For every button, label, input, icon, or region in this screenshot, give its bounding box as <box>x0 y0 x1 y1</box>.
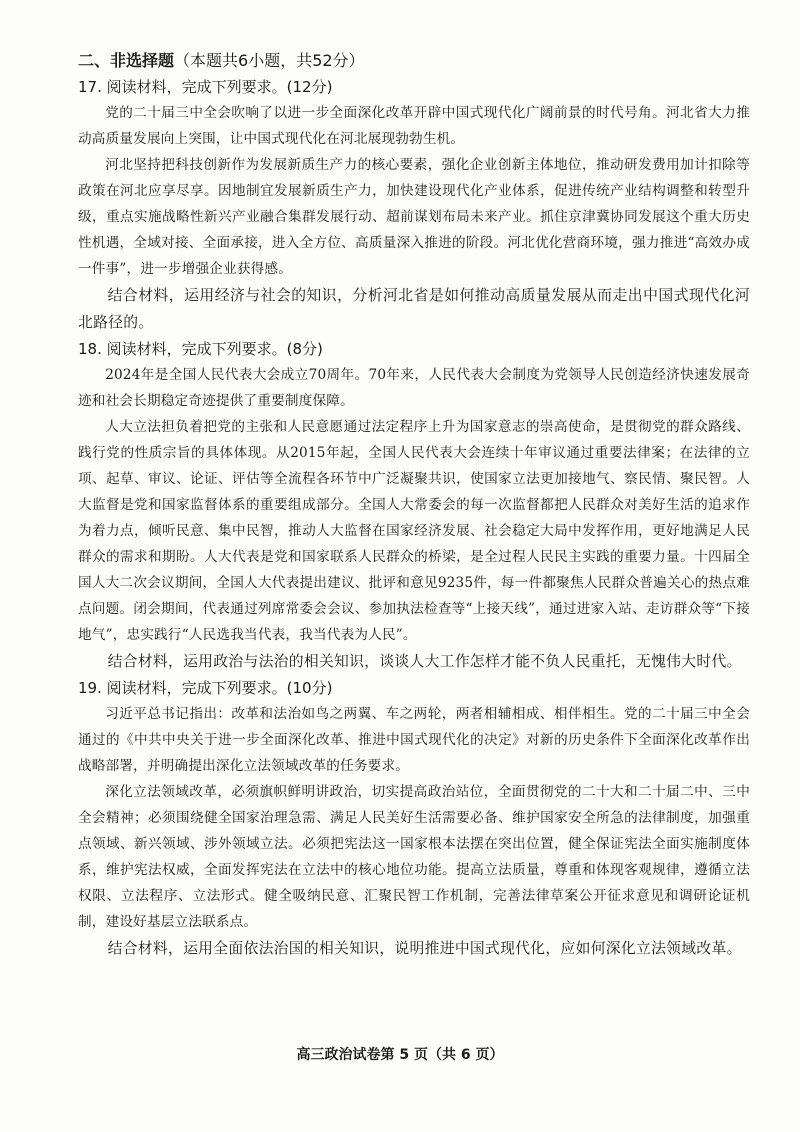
question-18-task: 结合材料，运用政治与法治的相关知识，谈谈人大工作怎样才能不负人民重托，无愧伟大时代。 <box>107 653 742 670</box>
question-19-material-1: 习近平总书记指出：改革和法治如鸟之两翼、车之两轮，两者相辅相成、相伴相生。党的二十届三中全会通过的《中共中央关于进一步全面深化改革、推进中国式现代化的决定》对新的历史条件下全面深化改革作出战略部署，并明确提出深化立法领域改革的任务要求。 <box>78 706 750 774</box>
section-heading <box>78 48 750 74</box>
page-footer: 高三政治试卷第 5 页（共 6 页） <box>296 1047 504 1063</box>
question-18-material-2: 人大立法担负着把党的主张和人民意愿通过法定程序上升为国家意志的崇高使命，是贯彻党的群众路线、践行党的性质宗旨的具体体现。从2015年起，全国人民代表大会连续十年审议通过重要法律案；在法律的立项、起草、审议、论证、评估等全流程各环节中广泛凝聚共识，使国家立法更加接地气、察民情、聚民智。人大监督是党和国家监督体系的重要组成部分。全国人大常委会的每一次监督都把人民群众对美好生活的追求作为着力点，倾听民意、集中民智，推动人大监督在国家经济发展、社会稳定大局中发挥作用，更好地满足人民群众的需求和期盼。人大代表是党和国家联系人民群众的桥梁，是全过程人民民主实践的重要力量。十四届全国人大二次会议期间，全国人大代表提出建议、批评和意见9235件，每一件都聚焦人民群众普遍关心的热点难点问题。闭会期间，代表通过列席常委会会议、参加执法检查等“上接天线”，通过进家入站、走访群众等“下接地气”，忠实践行“人民选我当代表，我当代表为人民”。 <box>78 419 750 643</box>
question-18-material-1: 2024年是全国人民代表大会成立70周年。70年来，人民代表大会制度为党领导人民创造经济快速发展奇迹和社会长期稳定奇迹提供了重要制度保障。 <box>78 367 750 409</box>
question-19 <box>78 675 750 962</box>
question-18-title: 18. 阅读材料，完成下列要求。(8分) <box>78 340 323 358</box>
question-17-material-2: 河北坚持把科技创新作为发展新质生产力的核心要素，强化企业创新主体地位，推动研发费用加计扣除等政策在河北应享尽享。因地制宜发展新质生产力，加快建设现代化产业体系，促进传统产业结构调整和转型升级，重点实施战略性新兴产业融合集群发展行动、超前谋划布局未来产业。抓住京津冀协同发展这个重大历史性机遇，全域对接、全面承接，进入全方位、高质量深入推进的阶段。河北优化营商环境，强力推进“高效办成一件事”，进一步增强企业获得感。 <box>78 157 750 277</box>
question-17 <box>78 74 750 336</box>
question-19-material-2: 深化立法领域改革，必须旗帜鲜明讲政治，切实提高政治站位，全面贯彻党的二十大和二十届二中、三中全会精神；必须围绕健全国家治理急需、满足人民美好生活需要必备、维护国家安全所急的法律制度，加强重点领域、新兴领域、涉外领域立法。必须把宪法这一国家根本法摆在突出位置，健全保证宪法全面实施制度体系，维护宪法权威，全面发挥宪法在立法中的核心地位功能。提高立法质量，尊重和体现客观规律，遵循立法权限、立法程序、立法形式。健全吸纳民意、汇聚民智工作机制，完善法律草案公开征求意见和调研论证机制，建设好基层立法联系点。 <box>78 784 750 930</box>
question-19-task: 结合材料，运用全面依法治国的相关知识，说明推进中国式现代化，应如何深化立法领域改革。 <box>107 940 742 957</box>
question-17-material-1: 党的二十届三中全会吹响了以进一步全面深化改革开辟中国式现代化广阔前景的时代号角。河北省大力推动高质量发展向上突围，让中国式现代化在河北展现勃勃生机。 <box>78 105 750 147</box>
question-17-title: 17. 阅读材料，完成下列要求。(12分) <box>78 78 333 96</box>
question-18 <box>78 336 750 675</box>
section-note: （本题共6小题，共52分） <box>174 51 365 70</box>
question-19-title: 19. 阅读材料，完成下列要求。(10分) <box>78 679 333 697</box>
page-content <box>78 48 750 962</box>
question-17-task: 结合材料，运用经济与社会的知识，分析河北省是如何推动高质量发展从而走出中国式现代化河北路径的。 <box>78 287 750 331</box>
section-title: 二、非选择题 <box>78 51 175 70</box>
